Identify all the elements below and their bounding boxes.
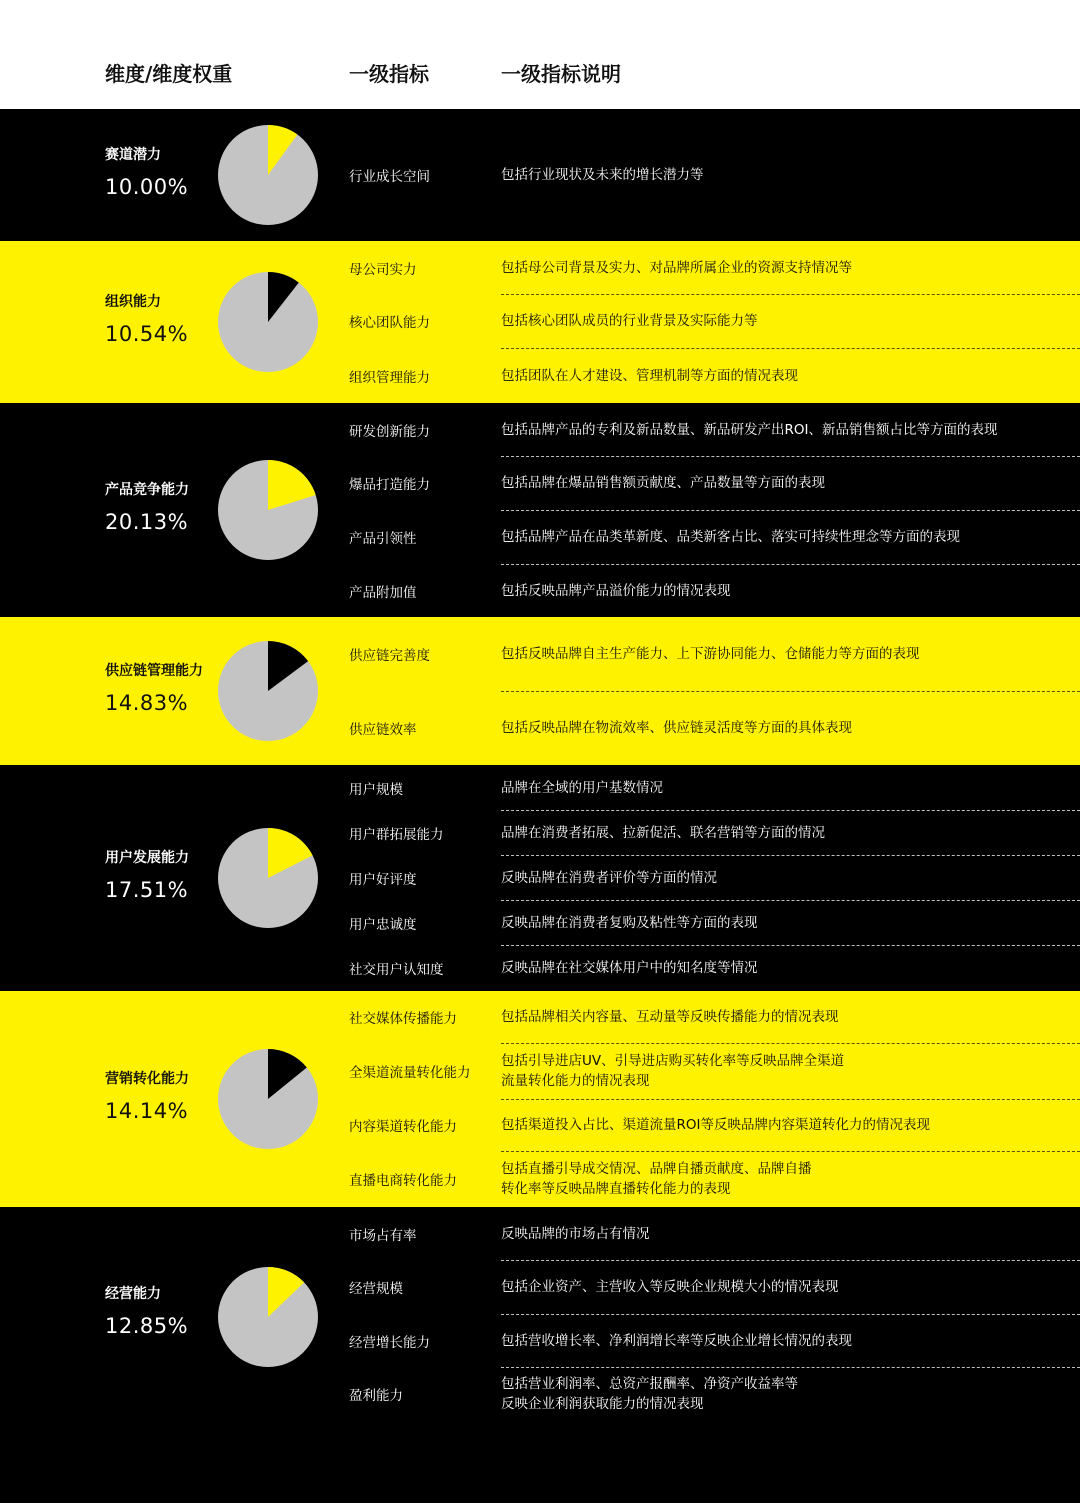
dimension-section	[0, 617, 1080, 765]
header-description: 一级指标说明	[501, 62, 621, 86]
description-line: 转化率等反映品牌直播转化能力的表现	[501, 1181, 731, 1197]
indicator-description	[501, 241, 1061, 294]
table-row	[0, 294, 1080, 348]
dimension-section	[0, 403, 1080, 617]
indicator-description	[501, 564, 1061, 617]
description-line: 包括直播引导成交情况、品牌自播贡献度、品牌自播	[501, 1161, 812, 1177]
indicator-description	[501, 945, 1061, 991]
dimension-weight: 17.51%	[105, 878, 189, 902]
indicator-name: 产品附加值	[349, 584, 417, 601]
indicator-name: 内容渠道转化能力	[349, 1119, 457, 1135]
description-line: 包括反映品牌自主生产能力、上下游协同能力、仓储能力等方面的表现	[501, 646, 920, 662]
indicator-description	[501, 900, 1061, 945]
indicator-name: 市场占有率	[349, 1227, 417, 1244]
indicator-description	[501, 1099, 1061, 1151]
description-line: 包括核心团队成员的行业背景及实际能力等	[501, 313, 758, 329]
dimension-name: 营销转化能力	[105, 1071, 189, 1087]
indicator-description	[501, 510, 1061, 564]
description-line: 包括营业利润率、总资产报酬率、净资产收益率等	[501, 1376, 798, 1392]
indicator-description	[501, 1207, 1061, 1260]
table-row	[0, 109, 1080, 241]
table-row	[0, 617, 1080, 691]
dimension-weight: 20.13%	[105, 510, 189, 534]
table-row	[0, 810, 1080, 855]
description-line: 品牌在消费者拓展、拉新促活、联名营销等方面的情况	[501, 824, 825, 841]
dimension-weight: 10.54%	[105, 322, 189, 346]
indicator-name: 核心团队能力	[349, 315, 430, 331]
description-line: 包括营收增长率、净利润增长率等反映企业增长情况的表现	[501, 1332, 852, 1349]
table-row	[0, 1314, 1080, 1367]
dimension-name: 产品竞争能力	[105, 482, 189, 498]
indicator-description	[501, 765, 1061, 810]
description-line: 包括品牌相关内容量、互动量等反映传播能力的情况表现	[501, 1009, 839, 1025]
indicator-name: 行业成长空间	[349, 169, 430, 185]
indicator-description	[501, 991, 1061, 1043]
indicator-description	[501, 109, 1061, 241]
table-row	[0, 945, 1080, 991]
description-line: 包括品牌产品在品类革新度、品类新客占比、落实可持续性理念等方面的表现	[501, 529, 960, 545]
dimension-section	[0, 1207, 1080, 1503]
dimension-name: 供应链管理能力	[105, 663, 203, 679]
description-line: 包括企业资产、主营收入等反映企业规模大小的情况表现	[501, 1279, 839, 1295]
indicator-name: 母公司实力	[349, 261, 417, 278]
dimension-name: 组织能力	[105, 294, 161, 310]
dimension-section	[0, 241, 1080, 403]
dimension-section	[0, 109, 1080, 241]
indicator-name: 直播电商转化能力	[349, 1173, 457, 1189]
indicator-description	[501, 617, 1061, 691]
description-line: 包括品牌在爆品销售额贡献度、产品数量等方面的表现	[501, 475, 825, 491]
description-line: 反映企业利润获取能力的情况表现	[501, 1396, 704, 1412]
table-row	[0, 456, 1080, 510]
description-line: 包括反映品牌在物流效率、供应链灵活度等方面的具体表现	[501, 720, 852, 736]
indicator-description	[501, 855, 1061, 900]
header-indicator: 一级指标	[349, 62, 429, 86]
indicator-description	[501, 1314, 1061, 1367]
dimension-weight: 14.14%	[105, 1099, 189, 1123]
table-row	[0, 991, 1080, 1043]
table-row	[0, 1367, 1080, 1421]
description-line: 流量转化能力的情况表现	[501, 1073, 650, 1089]
table-row	[0, 1043, 1080, 1099]
description-line: 包括渠道投入占比、渠道流量ROI等反映品牌内容渠道转化力的情况表现	[501, 1117, 930, 1133]
description-line: 包括团队在人才建设、管理机制等方面的情况表现	[501, 367, 798, 384]
indicator-name: 用户忠诚度	[349, 916, 417, 933]
indicator-name: 研发创新能力	[349, 423, 430, 440]
table-row	[0, 1151, 1080, 1207]
indicator-name: 经营增长能力	[349, 1334, 430, 1351]
dimension-section	[0, 991, 1080, 1207]
indicator-name: 组织管理能力	[349, 369, 430, 386]
table-row	[0, 403, 1080, 456]
indicator-description	[501, 1151, 1061, 1207]
table-row	[0, 1099, 1080, 1151]
table-row	[0, 1207, 1080, 1260]
description-line: 包括品牌产品的专利及新品数量、新品研发产出ROI、新品销售额占比等方面的表现	[501, 421, 998, 438]
indicator-name: 供应链效率	[349, 722, 417, 738]
indicator-name: 用户规模	[349, 781, 403, 798]
indicator-description	[501, 348, 1061, 403]
indicator-name: 盈利能力	[349, 1388, 403, 1404]
dimension-name: 用户发展能力	[105, 850, 189, 866]
table-row	[0, 510, 1080, 564]
description-line: 反映品牌的市场占有情况	[501, 1225, 650, 1242]
indicator-description	[501, 1043, 1061, 1099]
indicator-name: 用户群拓展能力	[349, 826, 444, 843]
indicator-description	[501, 294, 1061, 348]
header-dimension: 维度/维度权重	[105, 62, 233, 86]
table-row	[0, 855, 1080, 900]
description-line: 包括行业现状及未来的增长潜力等	[501, 167, 704, 183]
dimension-weight: 14.83%	[105, 691, 189, 715]
indicator-name: 用户好评度	[349, 871, 417, 888]
table-row	[0, 900, 1080, 945]
indicator-name: 社交媒体传播能力	[349, 1011, 457, 1027]
description-line: 包括引导进店UV、引导进店购买转化率等反映品牌全渠道	[501, 1053, 845, 1069]
table-row	[0, 1260, 1080, 1314]
dimension-weight: 12.85%	[105, 1314, 189, 1338]
indicator-name: 供应链完善度	[349, 648, 430, 664]
indicator-name: 爆品打造能力	[349, 477, 430, 493]
indicator-description	[501, 1260, 1061, 1314]
table-row	[0, 241, 1080, 294]
description-line: 品牌在全域的用户基数情况	[501, 779, 663, 796]
table-row	[0, 564, 1080, 617]
table-row	[0, 691, 1080, 765]
description-line: 反映品牌在消费者评价等方面的情况	[501, 869, 717, 886]
table-header	[0, 0, 1080, 109]
description-line: 包括反映品牌产品溢价能力的情况表现	[501, 582, 731, 599]
indicator-description	[501, 403, 1061, 456]
indicator-name: 全渠道流量转化能力	[349, 1065, 471, 1081]
indicator-name: 经营规模	[349, 1281, 403, 1297]
indicator-description	[501, 456, 1061, 510]
description-line: 反映品牌在消费者复购及粘性等方面的表现	[501, 914, 758, 931]
indicator-name: 产品引领性	[349, 531, 417, 547]
indicator-description	[501, 810, 1061, 855]
table-row	[0, 348, 1080, 403]
dimension-name: 经营能力	[105, 1286, 161, 1302]
dimension-name: 赛道潜力	[105, 147, 161, 163]
description-line: 包括母公司背景及实力、对品牌所属企业的资源支持情况等	[501, 259, 852, 276]
dimension-weight: 10.00%	[105, 175, 189, 199]
description-line: 反映品牌在社交媒体用户中的知名度等情况	[501, 960, 758, 976]
indicator-name: 社交用户认知度	[349, 962, 444, 978]
indicator-description	[501, 691, 1061, 765]
dimension-section	[0, 765, 1080, 991]
indicator-description	[501, 1367, 1061, 1421]
table-row	[0, 765, 1080, 810]
